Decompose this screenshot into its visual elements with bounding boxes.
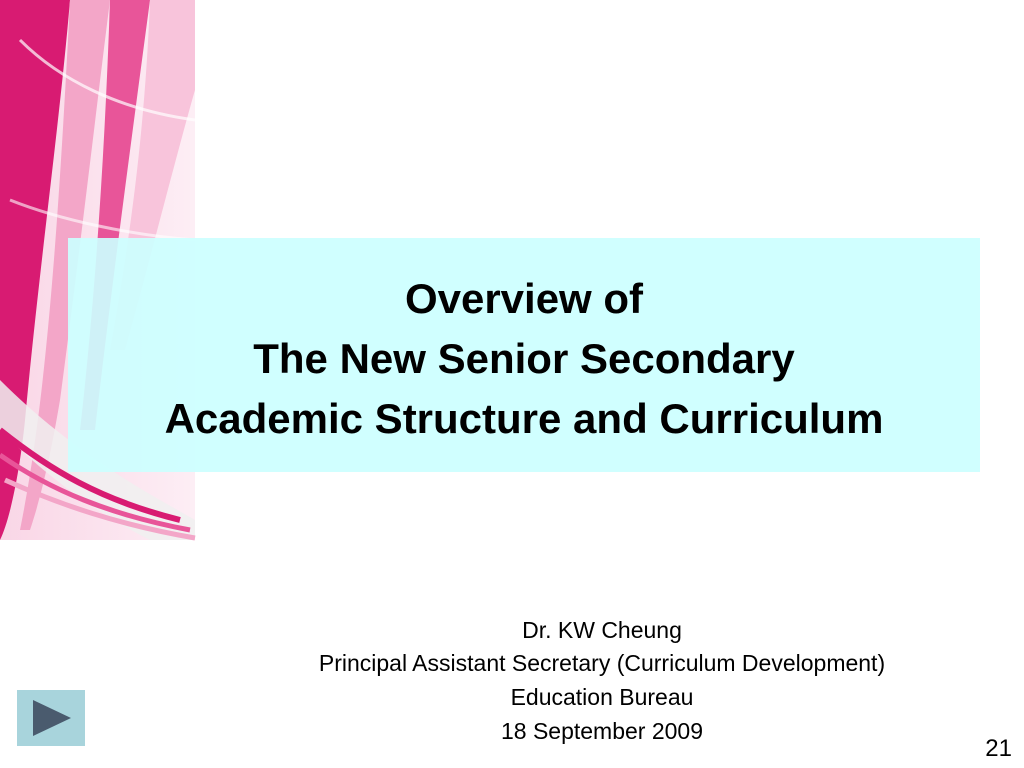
presentation-date: 18 September 2009 bbox=[500, 718, 704, 744]
slide-title-line-2: The New Senior Secondary bbox=[253, 335, 795, 382]
presenter-position: Principal Assistant Secretary (Curriculum Development) bbox=[318, 650, 886, 676]
slide-title-line-1: Overview of bbox=[404, 275, 644, 322]
page-number: 21 bbox=[985, 735, 1012, 762]
presenter-organization: Education Bureau bbox=[510, 684, 694, 710]
slide-title-line-3: Academic Structure and Curriculum bbox=[164, 395, 884, 442]
presenter-name: Dr. KW Cheung bbox=[522, 617, 682, 643]
next-slide-button[interactable] bbox=[17, 690, 85, 746]
play-arrow-icon bbox=[17, 690, 85, 746]
